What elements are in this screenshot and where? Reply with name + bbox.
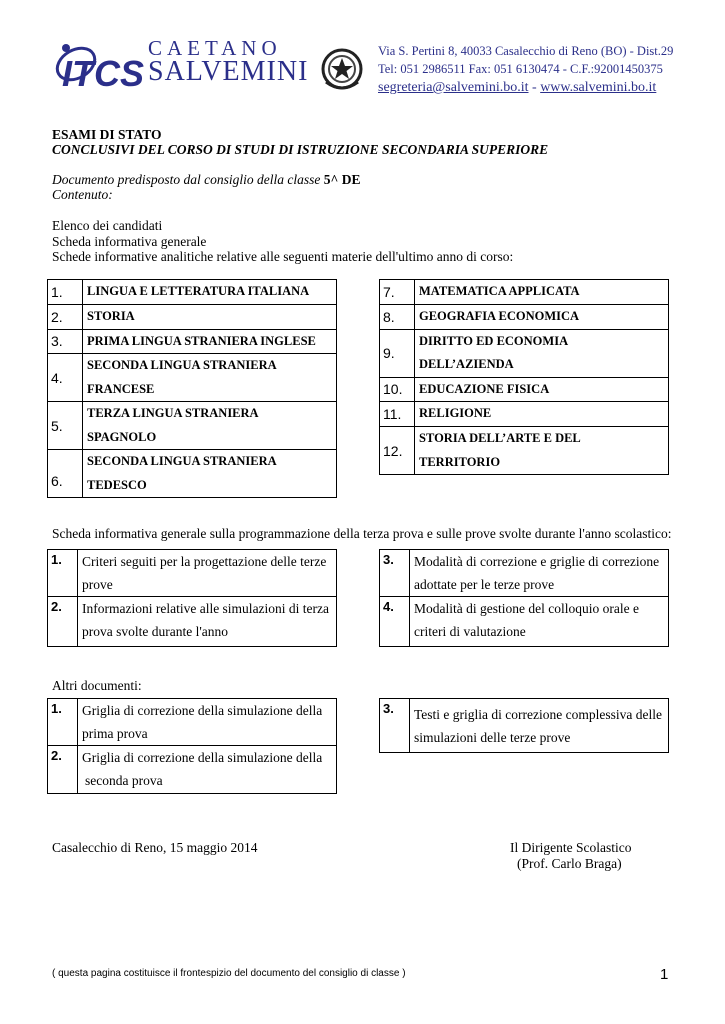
item-number: 2. — [48, 746, 78, 794]
item-text: Griglia di correzione della simulazione della seconda prova — [78, 746, 337, 794]
table-row — [48, 304, 337, 329]
content-item: Scheda informativa generale — [52, 234, 207, 249]
header-links — [378, 80, 656, 96]
subject-number: 6. — [48, 450, 83, 498]
table-row — [48, 550, 337, 597]
table-row — [380, 699, 669, 753]
item-number: 2. — [48, 597, 78, 647]
subjects-table-left — [47, 279, 337, 498]
third-test-table-right — [379, 549, 669, 647]
subject-number: 9. — [380, 329, 415, 377]
header-separator: - — [532, 80, 537, 95]
website-link[interactable]: www.salvemini.bo.it — [540, 80, 657, 95]
other-docs-label: Altri documenti: — [52, 678, 142, 693]
signature-name: (Prof. Carlo Braga) — [517, 856, 622, 871]
table-row — [380, 329, 669, 377]
email-link[interactable]: segreteria@salvemini.bo.it — [378, 80, 529, 95]
item-text: Criteri seguiti per la progettazione delle terze prove — [78, 550, 337, 597]
other-docs-table-left — [47, 698, 337, 794]
subject-number: 3. — [48, 329, 83, 354]
content-item: Elenco dei candidati — [52, 218, 163, 233]
table-row — [380, 304, 669, 329]
place-date: Casalecchio di Reno, 15 maggio 2014 — [52, 840, 258, 855]
subject-name: MATEMATICA APPLICATA — [415, 280, 669, 305]
contents-label: Contenuto: — [52, 187, 113, 202]
item-text: Griglia di correzione della simulazione della prima prova — [78, 699, 337, 746]
item-number: 1. — [48, 699, 78, 746]
exam-subtitle: CONCLUSIVI DEL CORSO DI STUDI DI ISTRUZIONE SECONDARIA SUPERIORE — [52, 142, 549, 157]
third-test-intro: Scheda informativa generale sulla programmazione della terza prova e sulle prove svolte durante l'anno scolastico: — [52, 526, 672, 541]
republic-emblem-icon — [320, 44, 364, 94]
subject-number: 12. — [380, 427, 415, 475]
item-text: Informazioni relative alle simulazioni di terza prova svolte durante l'anno — [78, 597, 337, 647]
subjects-table-right — [379, 279, 669, 475]
item-number: 3. — [380, 550, 410, 597]
content-item: Schede informative analitiche relative alle seguenti materie dell'ultimo anno di corso: — [52, 249, 514, 264]
table-row — [48, 699, 337, 746]
footer-note: ( questa pagina costituisce il frontespizio del documento del consiglio di classe ) — [52, 968, 406, 979]
table-row — [380, 280, 669, 305]
subject-name: STORIA — [83, 304, 337, 329]
subject-name: RELIGIONE — [415, 402, 669, 427]
table-row — [48, 280, 337, 305]
subject-number: 10. — [380, 377, 415, 402]
class-name: 5^ DE — [323, 172, 361, 187]
subject-name: EDUCAZIONE FISICA — [415, 377, 669, 402]
third-test-table-left — [47, 549, 337, 647]
doc-label: Documento predisposto dal consiglio della classe — [52, 172, 324, 187]
table-row — [380, 550, 669, 597]
subject-name: PRIMA LINGUA STRANIERA INGLESE — [83, 329, 337, 354]
header-address: Via S. Pertini 8, 40033 Casalecchio di Reno (BO) - Dist.29 — [378, 44, 674, 58]
signature-role: Il Dirigente Scolastico — [510, 840, 632, 855]
header-phone: Tel: 051 2986511 Fax: 051 6130474 - C.F.:92001450375 — [378, 62, 663, 76]
subject-name: SECONDA LINGUA STRANIERA TEDESCO — [83, 450, 337, 498]
subject-number: 5. — [48, 402, 83, 450]
item-number: 1. — [48, 550, 78, 597]
item-number: 4. — [380, 597, 410, 647]
logo-salvemini: SALVEMINI — [148, 56, 309, 87]
table-row — [380, 427, 669, 475]
table-row — [380, 402, 669, 427]
other-docs-table-right — [379, 698, 669, 753]
item-text: Testi e griglia di correzione complessiva delle simulazioni delle terze prove — [410, 699, 669, 753]
subject-number: 7. — [380, 280, 415, 305]
item-text: Modalità di correzione e griglie di correzione adottate per le terze prove — [410, 550, 669, 597]
subject-number: 8. — [380, 304, 415, 329]
subject-number: 11. — [380, 402, 415, 427]
table-row — [48, 402, 337, 450]
item-number: 3. — [380, 699, 410, 753]
logo-caetano: CAETANO — [148, 36, 282, 60]
exam-title: ESAMI DI STATO — [52, 127, 162, 142]
subject-name: LINGUA E LETTERATURA ITALIANA — [83, 280, 337, 305]
subject-name: GEOGRAFIA ECONOMICA — [415, 304, 669, 329]
subject-number: 4. — [48, 354, 83, 402]
table-row — [48, 450, 337, 498]
subject-name: SECONDA LINGUA STRANIERA FRANCESE — [83, 354, 337, 402]
table-row — [48, 329, 337, 354]
subject-number: 2. — [48, 304, 83, 329]
table-row — [380, 377, 669, 402]
table-row — [48, 746, 337, 794]
class-line — [52, 172, 360, 188]
table-row — [380, 597, 669, 647]
subject-name: DIRITTO ED ECONOMIA DELL’AZIENDA — [415, 329, 669, 377]
table-row — [48, 354, 337, 402]
subject-name: TERZA LINGUA STRANIERA SPAGNOLO — [83, 402, 337, 450]
logo-itcs-text: ITCS — [62, 53, 145, 94]
subject-number: 1. — [48, 280, 83, 305]
table-row — [48, 597, 337, 647]
item-text: Modalità di gestione del colloquio orale e criteri di valutazione — [410, 597, 669, 647]
subject-name: STORIA DELL’ARTE E DEL TERRITORIO — [415, 427, 669, 475]
page-number: 1 — [660, 966, 669, 983]
school-logo — [52, 36, 148, 96]
